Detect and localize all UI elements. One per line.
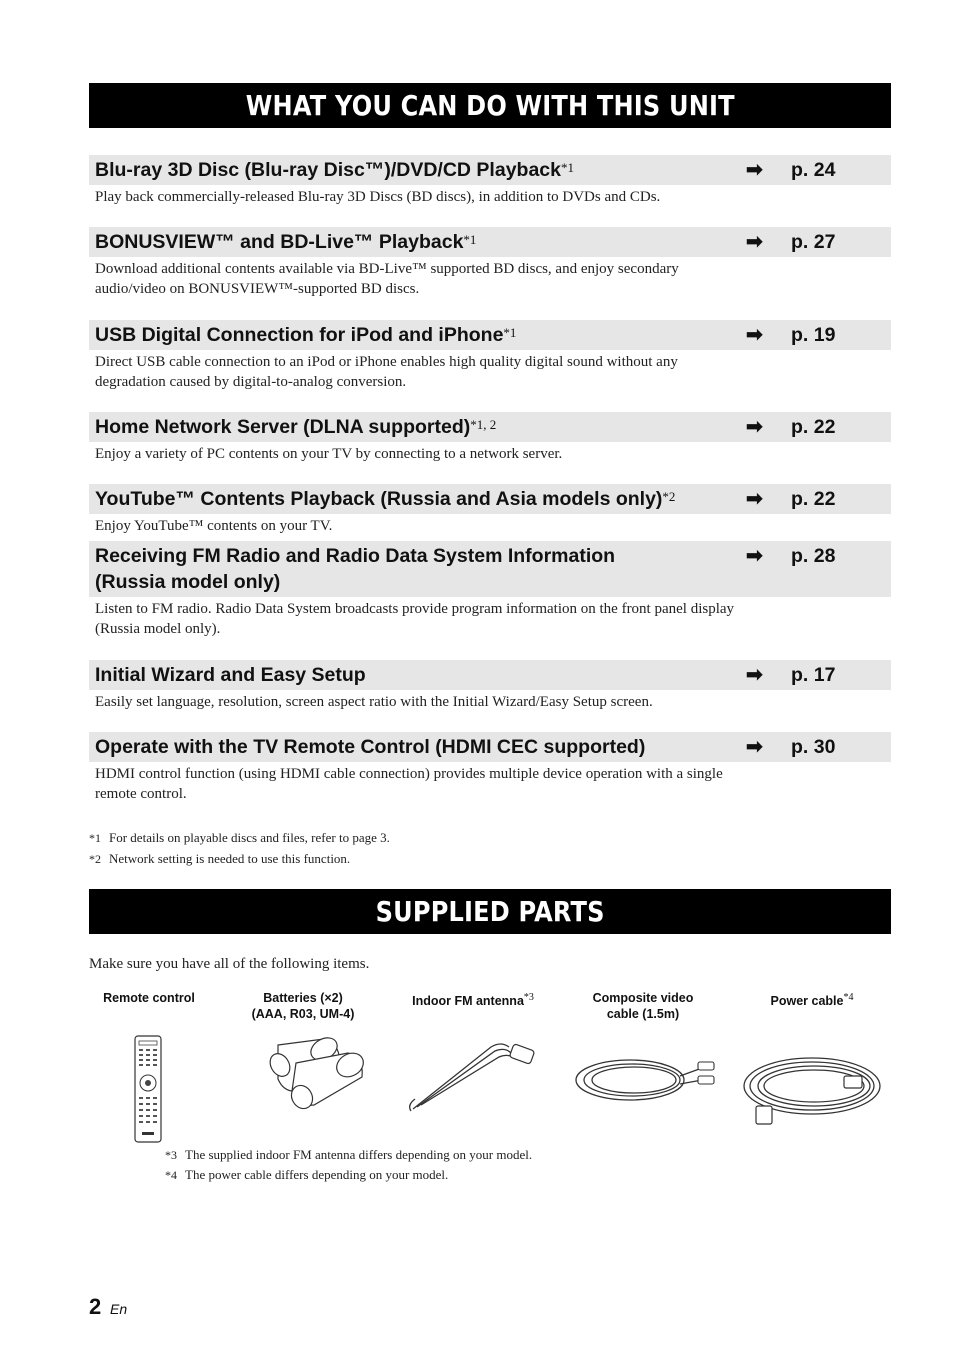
- feature-header: [89, 412, 891, 442]
- feature-note: *1, 2: [470, 417, 497, 432]
- section-title-supplied-parts: SUPPLIED PARTS: [89, 889, 891, 934]
- part-label-remote-control: Remote control: [103, 991, 195, 1005]
- feature-item: [89, 227, 891, 299]
- fm-antenna-icon: [405, 1035, 537, 1115]
- footnote: *2 Network setting is needed to use this function.: [89, 851, 351, 866]
- page-reference: p. 17: [791, 664, 836, 686]
- batteries-icon: [240, 1035, 368, 1113]
- feature-item: [89, 660, 891, 712]
- feature-header: [89, 541, 891, 597]
- arrow-right-icon: ➡: [746, 664, 763, 686]
- page-reference: p. 22: [791, 416, 836, 438]
- feature-header: [89, 155, 891, 185]
- feature-description: Listen to FM radio. Radio Data System broadcasts provide program information on the front panel display (Russia model only).: [95, 601, 735, 637]
- footnote: *3 The supplied indoor FM antenna differs depending on your model.: [165, 1147, 533, 1162]
- feature-title: USB Digital Connection for iPod and iPhone: [95, 324, 504, 346]
- feature-header: [89, 320, 891, 350]
- arrow-right-icon: ➡: [746, 488, 763, 510]
- part-label-fm-antenna: Indoor FM antenna$^{*3}$: [412, 992, 534, 1009]
- part-label-batteries: Batteries (×2) (AAA, R03, UM-4): [251, 991, 355, 1021]
- page-language: En: [110, 1301, 128, 1317]
- feature-description: Play back commercially-released Blu-ray 3D Discs (BD discs), in addition to DVDs and CDs.: [95, 189, 661, 205]
- footnote: *4 The power cable differs depending on your model.: [165, 1167, 449, 1182]
- power-cable-icon: [740, 1050, 884, 1130]
- page-reference: p. 24: [791, 159, 836, 181]
- feature-item: [89, 320, 891, 392]
- feature-title: Blu-ray 3D Disc (Blu-ray Disc™)/DVD/CD Playback: [95, 159, 561, 181]
- feature-title: Operate with the TV Remote Control (HDMI CEC supported): [95, 736, 646, 758]
- feature-header: [89, 227, 891, 257]
- feature-title: Initial Wizard and Easy Setup: [95, 664, 366, 686]
- feature-description: Enjoy YouTube™ contents on your TV.: [95, 518, 333, 534]
- feature-note: *1: [503, 325, 517, 340]
- page-reference: p. 27: [791, 231, 836, 253]
- section-title-what-you-can-do: WHAT YOU CAN DO WITH THIS UNIT: [89, 83, 891, 128]
- remote-control-icon: [133, 1035, 163, 1143]
- arrow-right-icon: ➡: [746, 231, 763, 253]
- feature-description: Easily set language, resolution, screen aspect ratio with the Initial Wizard/Easy Setup screen.: [95, 694, 653, 710]
- feature-note: *1: [463, 232, 477, 247]
- page-reference: p. 19: [791, 324, 836, 346]
- composite-cable-icon: [570, 1050, 718, 1108]
- feature-description: HDMI control function (using HDMI cable connection) provides multiple device operation with a single remote control.: [95, 766, 723, 802]
- arrow-right-icon: ➡: [746, 416, 763, 438]
- page-reference: p. 30: [791, 736, 836, 758]
- feature-header: [89, 484, 891, 514]
- feature-item: [89, 484, 891, 536]
- feature-item: [89, 412, 891, 464]
- feature-description: Enjoy a variety of PC contents on your TV by connecting to a network server.: [95, 446, 563, 462]
- feature-header: [89, 660, 891, 690]
- arrow-right-icon: ➡: [746, 159, 763, 181]
- page-number: 2: [89, 1294, 102, 1319]
- feature-title: BONUSVIEW™ and BD-Live™ Playback: [95, 231, 464, 253]
- feature-title: Receiving FM Radio and Radio Data System Information (Russia model only): [95, 545, 616, 593]
- page-reference: p. 22: [791, 488, 836, 510]
- part-label-power-cable: Power cable$^{*4}$: [770, 992, 854, 1009]
- feature-description: Download additional contents available via BD-Live™ supported BD discs, and enjoy secondary audio/video on BONUSVIEW™-supported BD discs.: [95, 261, 679, 297]
- feature-note: *1: [560, 160, 574, 175]
- feature-header: [89, 732, 891, 762]
- supplied-parts-intro: Make sure you have all of the following items.: [89, 956, 370, 972]
- feature-item: [89, 155, 891, 207]
- feature-note: *2: [662, 489, 676, 504]
- feature-description: Direct USB cable connection to an iPod or iPhone enables high quality digital sound without any degradation caused by digital-to-analog conversion.: [95, 354, 678, 390]
- arrow-right-icon: ➡: [746, 736, 763, 758]
- feature-title: Home Network Server (DLNA supported): [95, 416, 471, 438]
- page-reference: p. 28: [791, 545, 836, 567]
- arrow-right-icon: ➡: [746, 324, 763, 346]
- feature-item: [89, 541, 891, 639]
- footnote: *1 For details on playable discs and files, refer to page 3.: [89, 830, 390, 845]
- feature-item: [89, 732, 891, 804]
- arrow-right-icon: ➡: [746, 545, 763, 567]
- feature-title: YouTube™ Contents Playback (Russia and Asia models only): [95, 488, 663, 510]
- part-label-video-cable: Composite video cable (1.5m): [592, 991, 694, 1021]
